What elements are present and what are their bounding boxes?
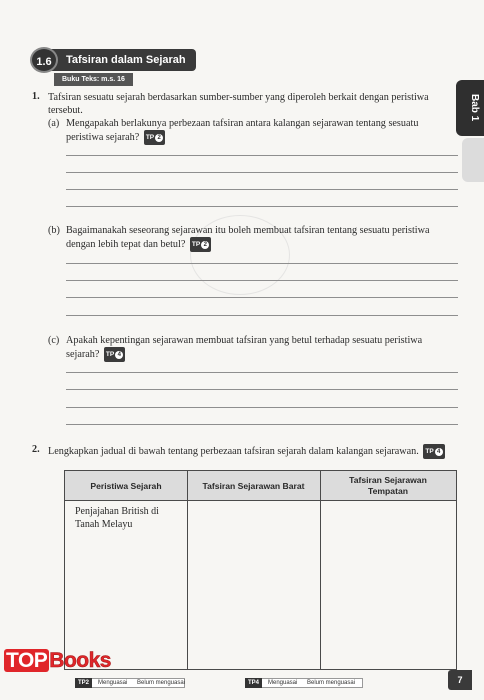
footer-belum-menguasai: Belum menguasai (307, 680, 356, 686)
comparison-table (64, 470, 457, 670)
chapter-tab-secondary (462, 138, 484, 182)
q1c-line2-wrap (66, 347, 125, 362)
footer-tp2: TP2 (75, 678, 92, 688)
column-header: Peristiwa Sejarah (90, 480, 162, 491)
section-header (30, 47, 186, 73)
q1c-line2: sejarah? (66, 349, 100, 360)
topbooks-logo (4, 648, 179, 674)
q1b-line2: dengan lebih tepat dan betul? (66, 239, 186, 250)
column-header: Tafsiran Sejarawan Barat (202, 480, 305, 491)
q1-stem: Tafsiran sesuatu sejarah berdasarkan sumber-sumber yang diperoleh berkait dengan peristiwa tersebut. (48, 92, 429, 116)
answer-line[interactable] (66, 315, 458, 316)
section-number: 1.6 (30, 47, 58, 73)
table-cell-answer[interactable] (327, 505, 451, 665)
q1b-line2-wrap (66, 237, 211, 252)
footer-belum-menguasai: Belum menguasai (137, 680, 186, 686)
answer-line[interactable] (66, 280, 458, 281)
textbook-reference: Buku Teks: m.s. 16 (54, 73, 133, 86)
answer-line[interactable] (66, 206, 458, 207)
q1-number: 1. (32, 91, 40, 102)
q1b-line1: Bagaimanakah seseorang sejarawan itu boleh membuat tafsiran tentang sesuatu peristiwa (66, 225, 430, 236)
q2-text-wrap (48, 444, 468, 459)
table-cell: Penjajahan British di Tanah Melayu (75, 506, 159, 530)
q1a-label: (a) (48, 118, 60, 129)
q1c-line1: Apakah kepentingan sejarawan membuat tafsiran yang betul terhadap sesuatu peristiwa (66, 335, 423, 346)
answer-line[interactable] (66, 389, 458, 390)
answer-line[interactable] (66, 189, 458, 190)
logo-top: TOP (6, 649, 48, 672)
footer-tp4: TP4 (245, 678, 262, 688)
column-header: Tafsiran Sejarawan Tempatan (349, 475, 427, 496)
q1b-label: (b) (48, 225, 60, 236)
section-title: Tafsiran dalam Sejarah (50, 49, 196, 71)
answer-line[interactable] (66, 297, 458, 298)
logo-books: Books (49, 649, 111, 672)
q1c-label: (c) (48, 335, 60, 346)
answer-line[interactable] (66, 407, 458, 408)
footer-menguasai: Menguasai (268, 680, 298, 686)
q1a-line1: Mengapakah berlakunya perbezaan tafsiran antara kalangan sejarawan tentang sesuatu (66, 118, 419, 129)
q2-number: 2. (32, 444, 40, 455)
page-number: 7 (448, 670, 472, 690)
chapter-tab-label: Bab 1 (469, 94, 480, 122)
answer-line[interactable] (66, 263, 458, 264)
q1a-line2-wrap (66, 130, 165, 145)
tp-badge: TP 2 (190, 237, 211, 252)
q1a-line2: peristiwa sejarah? (66, 132, 140, 143)
answer-line[interactable] (66, 155, 458, 156)
page-footer (0, 670, 484, 700)
answer-line[interactable] (66, 172, 458, 173)
answer-line[interactable] (66, 424, 458, 425)
tp-badge: TP 4 (104, 347, 125, 362)
q2-text: Lengkapkan jadual di bawah tentang perbezaan tafsiran sejarah dalam kalangan sejarawan. (48, 446, 419, 457)
answer-line[interactable] (66, 372, 458, 373)
tp-badge: TP 2 (144, 130, 165, 145)
tp-badge: TP 4 (423, 444, 444, 459)
footer-menguasai: Menguasai (98, 680, 128, 686)
table-cell-answer[interactable] (195, 505, 315, 665)
